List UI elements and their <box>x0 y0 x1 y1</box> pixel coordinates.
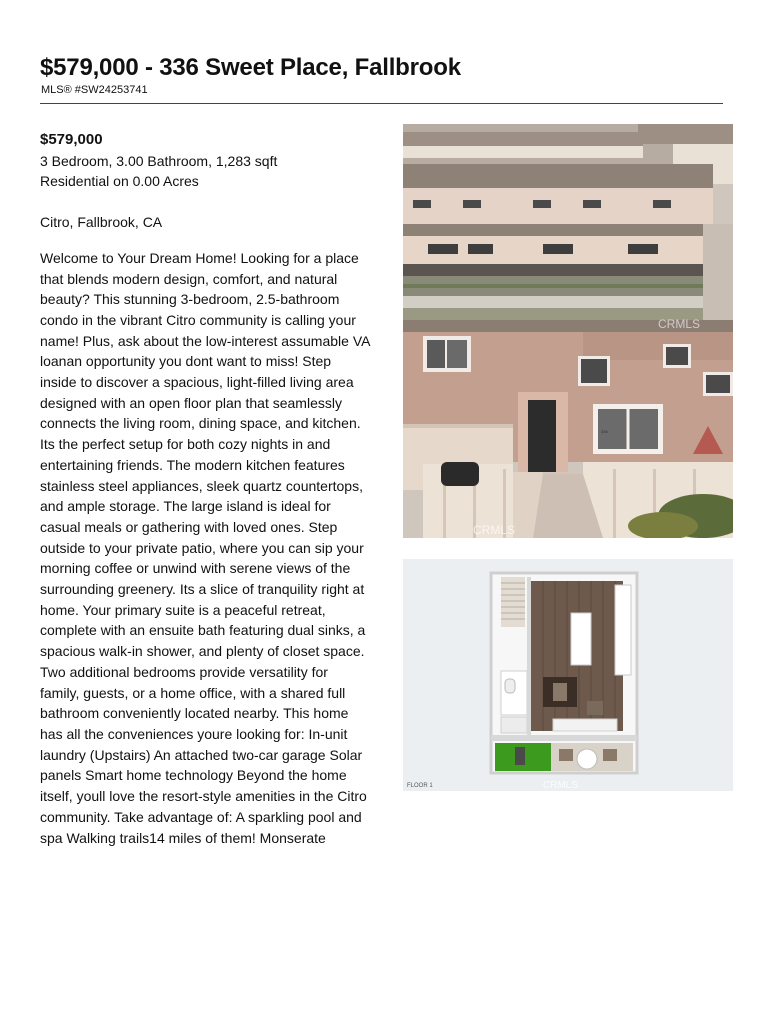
listing-lot: Residential on 0.00 Acres <box>40 173 199 190</box>
svg-text:CRMLS: CRMLS <box>473 523 516 537</box>
exterior-photo <box>403 124 733 538</box>
svg-text:CRMLS: CRMLS <box>658 317 701 331</box>
listing-location: Citro, Fallbrook, CA <box>40 214 163 231</box>
header-divider <box>40 103 723 104</box>
mls-number: MLS® #SW24253741 <box>41 84 148 96</box>
svg-text:336: 336 <box>601 429 608 434</box>
listing-price: $579,000 <box>40 131 103 148</box>
listing-description: Welcome to Your Dream Home! Looking for a place that blends modern design, comfort, and natural beauty? This stunning 3-bedroom, 2.5-bathroom condo in the vibrant Citro community is calling your name! Plus, ask about the low-interest assumable VA loanan opportunity you dont want to miss! Step inside to discover a spacious, light-filled living area designed with an open floor plan that seamlessly connects the living room, dining space, and kitchen. Its the perfect setup for both cozy nights in and entertaining friends. The modern kitchen features stainless steel appliances, sleek quartz countertops, and ample storage. The large island is ideal for casual meals or gathering with loved ones. Step outside to your private patio, where you can sip your morning coffee or unwind with serene views of the surrounding greenery. Its a slice of tranquility right at home. Your primary suite is a peaceful retreat, complete with an ensuite bath featuring dual sinks, a spacious walk-in shower, and plenty of closet space. Two additional bedrooms provide versatility for family, guests, or a home office, with a shared full bathroom conveniently located nearby. This home has all the conveniences youre looking for: In-unit laundry (Upstairs) An attached two-car garage Solar panels Smart home technology Beyond the home itself, youll love the resort-style amenities in the Citro community. Take advantage of: A sparkling pool and spa Walking trails14 miles of them! Monserate <box>40 249 370 846</box>
listing-specs: 3 Bedroom, 3.00 Bathroom, 1,283 sqft <box>40 152 278 169</box>
floorplan-photo <box>403 559 733 791</box>
svg-text:CRMLS: CRMLS <box>543 780 579 791</box>
svg-text:FLOOR 1: FLOOR 1 <box>407 783 433 789</box>
listing-details <box>40 130 370 848</box>
page-title: $579,000 - 336 Sweet Place, Fallbrook <box>40 54 461 81</box>
